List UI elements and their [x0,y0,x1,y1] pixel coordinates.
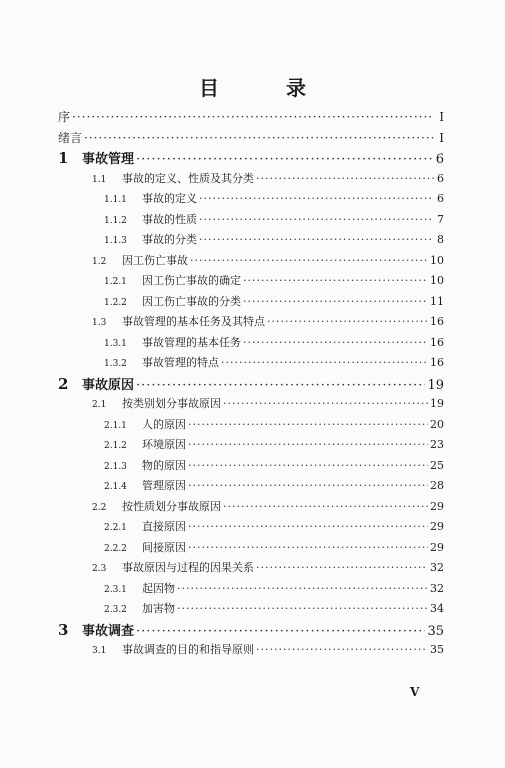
dot-leader [256,641,428,659]
toc-entry-page: 28 [430,479,444,492]
toc-entry-number: 1.3.1 [104,338,127,349]
dot-leader [243,293,428,311]
toc-entry-page: 16 [430,356,444,369]
toc-entry[interactable] [58,375,444,395]
toc-entry-label: 事故管理的特点 [142,356,219,369]
toc-entry[interactable] [92,641,444,660]
toc-entry-page: 23 [430,438,444,451]
dot-leader [199,231,434,249]
toc-entry-page: 6 [435,152,444,167]
toc-entry-number: 2 [58,374,69,393]
toc-entry-page: 10 [430,253,444,267]
toc-entry-label: 因工伤亡事故的分类 [142,294,241,308]
toc-entry-page: 6 [437,192,444,205]
dot-leader [188,477,428,495]
toc-entry[interactable] [104,211,444,230]
toc-entry-page: 34 [430,602,444,615]
toc-entry-number: 1.2.2 [104,297,127,308]
toc-entry[interactable] [104,272,444,291]
toc-entry-label: 间接原因 [142,540,186,554]
toc-entry-number: 3.1 [92,646,107,656]
toc-entry-number: 1.1.1 [104,195,127,205]
toc-entry-page: 11 [430,294,444,308]
toc-entry-page: 10 [430,274,444,287]
dot-leader [221,354,428,372]
toc-entry-number: 2.1.4 [104,482,127,492]
toc-entry-number: 2.3 [92,564,107,574]
toc-entry-page: 32 [430,561,444,574]
toc-entry[interactable] [104,477,444,496]
toc-entry[interactable] [104,580,444,599]
toc-entry-label: 按类别划分事故原因 [122,397,221,410]
dot-leader [188,416,428,434]
toc-entry-label: 绪言 [58,130,83,145]
toc-entry[interactable] [92,559,444,578]
dot-leader [188,539,428,557]
dot-leader [256,170,434,188]
toc-entry-number: 1 [58,149,69,167]
toc-entry[interactable] [104,293,444,312]
toc-entry-number: 1.2 [92,256,107,267]
toc-entry-page: 6 [437,171,444,185]
dot-leader [177,580,428,598]
toc-entry[interactable] [104,436,444,455]
toc-entry-number: 2.1.2 [104,441,127,451]
toc-entry-page: 29 [430,540,444,554]
dot-leader [188,518,428,536]
toc-entry[interactable] [92,395,444,414]
toc-entry[interactable] [104,518,444,537]
toc-entry[interactable] [92,252,444,271]
toc-entry-number: 2.2 [92,502,107,513]
toc-entry-number: 1.1.2 [104,215,127,226]
toc-entry-label: 事故的定义、性质及其分类 [122,171,254,185]
dot-leader [267,313,428,331]
dot-leader [136,377,425,395]
toc-entry[interactable] [58,108,444,126]
toc-entry-label: 事故管理 [82,152,135,167]
toc-entry-label: 事故调查 [82,623,135,639]
page-number: V [410,685,420,699]
toc-entry-label: 加害物 [142,602,175,615]
toc-entry[interactable] [92,498,444,517]
dot-leader [72,108,434,126]
toc-entry[interactable] [92,170,444,189]
dot-leader [188,457,428,475]
toc-entry-label: 因工伤亡事故的确定 [142,274,241,287]
toc-entry-number: 2.2.1 [104,523,127,533]
toc-entry-number: 1.3.2 [104,359,127,369]
toc-entry-label: 事故的性质 [142,212,197,226]
toc-entry-label: 管理原因 [142,479,186,492]
toc-entry-page: 20 [430,417,444,431]
dot-leader [243,334,428,352]
toc-entry-label: 事故原因 [82,377,135,393]
toc-entry-number: 2.1 [92,400,107,410]
toc-entry[interactable] [58,129,444,147]
toc-entry-label: 序 [58,110,71,124]
toc-entry[interactable] [104,334,444,353]
toc-entry[interactable] [104,539,444,558]
toc-entry-page: 16 [430,315,444,328]
toc-entry-label: 事故原因与过程的因果关系 [122,561,254,574]
page-title: 目 录 [199,76,336,100]
toc-entry[interactable] [92,313,444,332]
dot-leader [84,129,434,147]
toc-entry-label: 因工伤亡事故 [122,253,188,267]
toc-entry-number: 3 [58,620,69,639]
toc-entry-page: 32 [430,581,444,595]
toc-entry-number: 2.3.1 [104,584,127,595]
dot-leader [177,600,428,618]
toc-entry-label: 人的原因 [142,417,186,431]
toc-entry-number: 1.3 [92,318,107,328]
dot-leader [199,190,434,208]
toc-entry-label: 起因物 [142,581,175,595]
toc-entry-label: 直接原因 [142,520,186,533]
toc-entry-label: 物的原因 [142,458,186,472]
toc-entry-page: 7 [437,212,444,226]
toc-entry-label: 按性质划分事故原因 [122,499,221,513]
dot-leader [188,436,428,454]
toc-entry[interactable] [104,190,444,209]
toc-entry-number: 2.3.2 [104,605,127,615]
dot-leader [136,151,434,169]
dot-leader [190,252,428,270]
dot-leader [243,272,428,290]
toc-entry[interactable] [104,416,444,435]
toc-entry-label: 事故调查的目的和指导原则 [122,643,254,656]
toc-entry[interactable] [104,231,444,250]
toc-entry[interactable] [104,354,444,373]
toc-entry-page: 19 [430,397,444,410]
toc-entry-page: I [439,110,444,124]
toc-entry[interactable] [58,621,444,641]
toc-entry-number: 2.2.2 [104,543,127,554]
toc-entry-number: 1.2.1 [104,277,127,287]
toc-entry-page: 19 [427,377,444,393]
toc-entry-label: 环境原因 [142,438,186,451]
toc-entry-page: 35 [430,643,444,656]
toc-entry-number: 1.1.3 [104,236,127,246]
dot-leader [199,211,434,229]
toc-entry-label: 事故的分类 [142,233,197,246]
dot-leader [223,395,428,413]
toc-entry-page: 25 [430,458,444,472]
toc-entry-page: 16 [430,335,444,349]
toc-entry-page: 35 [427,623,444,639]
toc-entry-number: 1.1 [92,174,107,185]
toc-entry-page: 29 [430,520,444,533]
dot-leader [256,559,428,577]
toc-entry-page: 29 [430,499,444,513]
toc-entry-label: 事故管理的基本任务及其特点 [122,315,265,328]
toc-entry-label: 事故的定义 [142,192,197,205]
toc-entry-number: 2.1.1 [104,420,127,431]
toc-entry[interactable] [104,600,444,619]
toc-entry-number: 2.1.3 [104,461,127,472]
toc-entry-page: I [439,130,444,145]
toc-entry[interactable] [58,149,444,169]
dot-leader [136,623,425,641]
toc-entry-page: 8 [437,233,444,246]
dot-leader [223,498,428,516]
toc-entry[interactable] [104,457,444,476]
toc-entry-label: 事故管理的基本任务 [142,335,241,349]
